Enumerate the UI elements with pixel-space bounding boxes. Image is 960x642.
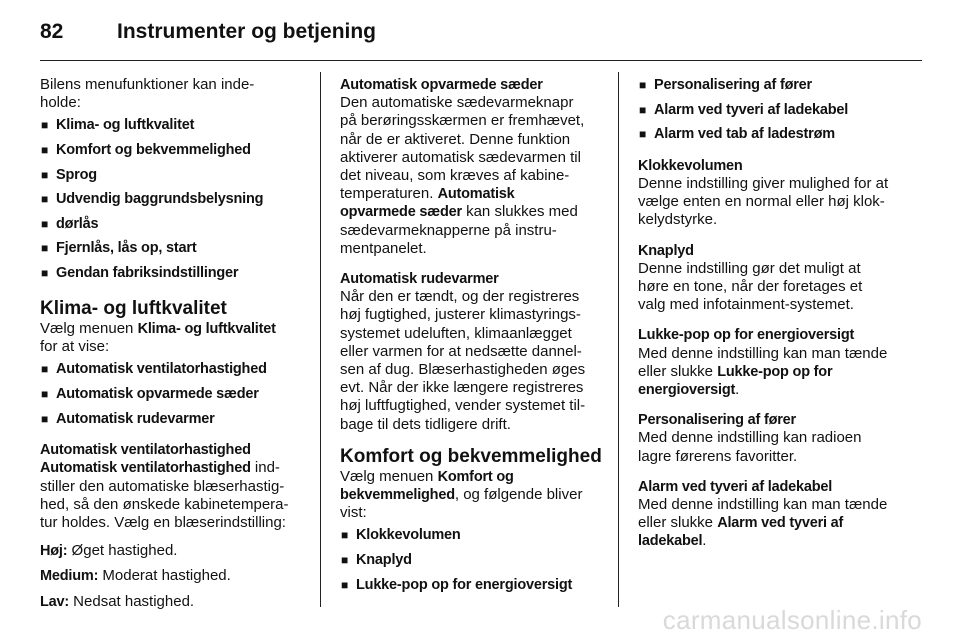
window-heading: Automatisk rudevarmer — [340, 271, 499, 288]
list-item: ■ Fjernlås, lås op, start — [40, 239, 308, 257]
seats-line: mentpanelet. — [340, 239, 427, 257]
fan-rest: ind- — [250, 459, 280, 477]
seats-line: aktiverer automatisk sædevarmen til — [340, 148, 581, 166]
seats-line-7-rest: kan slukkes med — [461, 203, 578, 221]
seats-line-6-bold: Automatisk — [437, 186, 515, 203]
fan-line-2: stiller den automatiske blæserhastig- — [40, 477, 285, 495]
list-item: ■ Gendan fabriksindstillinger — [40, 264, 308, 282]
fan-line-1 — [40, 459, 308, 477]
window-line: Når den er tændt, og der registreres — [340, 288, 580, 306]
section-heading-climate: Klima- og luftkvalitet — [40, 297, 227, 319]
click-heading: Knaplyd — [638, 242, 694, 259]
window-line: eller varmen for at nedsætte dannel- — [340, 342, 582, 360]
list-item: ■ Klima- og luftkvalitet — [40, 116, 308, 134]
popup-line-2-bold: Lukke-pop op for — [717, 363, 833, 380]
column-1 — [40, 76, 308, 611]
driver-heading: Personalisering af fører — [638, 412, 796, 429]
click-line: valg med infotainment-systemet. — [638, 296, 854, 314]
list-item: ■ Automatisk ventilatorhastighed — [40, 360, 308, 378]
click-line: Denne indstilling gør det muligt at — [638, 259, 861, 277]
seats-line: det niveau, som kræves af kabine- — [340, 167, 570, 185]
list-item: ■ Personalisering af fører — [638, 76, 902, 94]
popup-line-3-end: . — [735, 381, 740, 399]
climate-intro-bold: Klima- og luftkvalitet — [137, 320, 276, 337]
cable-line-1: Med denne indstilling kan man tænde — [638, 496, 888, 514]
fan-line-4: tur holdes. Vælg en blæserindstilling: — [40, 513, 286, 531]
list-item: ■ Knaplyd — [340, 551, 606, 569]
intro-line-2: holde: — [40, 94, 81, 112]
cable-line-3-end: . — [702, 532, 707, 550]
list-item: ■ Klokkevolumen — [340, 526, 606, 544]
climate-intro-prefix: Vælg menuen — [40, 319, 138, 337]
level-low — [40, 593, 308, 611]
list-item: ■ Automatisk rudevarmer — [40, 410, 308, 428]
list-item: ■ Alarm ved tab af ladestrøm — [638, 125, 902, 143]
comfort-intro-rest: , og følgende bliver — [454, 486, 583, 504]
comfort-intro-bold-2: bekvemmelighed — [340, 487, 455, 504]
popup-line-3-bold: energioversigt — [638, 382, 736, 399]
comfort-intro-prefix: Vælg menuen — [340, 467, 438, 485]
list-item: ■ Alarm ved tyveri af ladekabel — [638, 101, 902, 119]
section-heading-comfort: Komfort og bekvemmelighed — [340, 445, 602, 467]
popup-line-3 — [638, 381, 902, 399]
list-item: ■ Lukke-pop op for energioversigt — [340, 576, 606, 594]
list-item: ■ Komfort og bekvemmelighed — [40, 141, 308, 159]
intro-line-1: Bilens menufunktioner kan inde- — [40, 76, 255, 93]
comfort-list — [340, 526, 606, 593]
level-label: Høj: — [40, 543, 68, 560]
seats-line-6-prefix: temperaturen. — [340, 185, 438, 203]
list-item: ■ Udvendig baggrundsbelysning — [40, 190, 308, 208]
click-line: høre en tone, når der foretages et — [638, 278, 863, 295]
seats-line: Den automatiske sædevarmeknapr — [340, 94, 574, 112]
cable-line-2-prefix: eller slukke — [638, 514, 718, 532]
cable-line-2-bold: Alarm ved tyveri af — [717, 515, 844, 532]
level-text: Nedsat hastighed. — [69, 592, 195, 610]
header-rule — [40, 60, 922, 61]
column-2 — [340, 76, 606, 600]
window-line: bage til dets tidligere drift. — [340, 415, 511, 433]
list-item: ■ dørlås — [40, 215, 308, 233]
comfort-intro-2 — [340, 486, 606, 504]
driver-line: Med denne indstilling kan radioen — [638, 429, 862, 447]
comfort-intro-bold-1: Komfort og — [437, 468, 514, 485]
level-label: Medium: — [40, 568, 99, 585]
seats-heading: Automatisk opvarmede sæder — [340, 77, 543, 93]
cable-line-3-bold: ladekabel — [638, 533, 703, 550]
fan-heading: Automatisk ventilatorhastighed — [40, 442, 251, 459]
column-divider-1 — [320, 72, 321, 607]
seats-line: når de er aktiveret. Denne funktion — [340, 130, 571, 148]
watermark: carmanualsonline.info — [662, 605, 922, 635]
window-line: evt. Når der ikke længere registreres — [340, 379, 584, 397]
column-divider-2 — [618, 72, 619, 607]
level-medium — [40, 567, 308, 585]
column-3 — [638, 76, 902, 551]
comfort-intro-3: vist: — [340, 504, 367, 522]
seats-line-7-bold: opvarmede sæder — [340, 204, 462, 221]
level-label: Lav: — [40, 593, 70, 610]
comfort-intro — [340, 468, 606, 486]
seats-line — [340, 203, 606, 221]
fan-line-3: hed, så den ønskede kabinetempera- — [40, 495, 289, 513]
seats-line: sædevarmeknapperne på instru- — [340, 221, 557, 239]
cable-line-2 — [638, 514, 902, 532]
popup-heading: Lukke-pop op for energioversigt — [638, 327, 855, 344]
page-number: 82 — [40, 20, 64, 43]
seats-line — [340, 185, 606, 203]
fan-bold: Automatisk ventilatorhastighed — [40, 460, 251, 477]
cable-line-3 — [638, 532, 902, 550]
seats-line: på berøringsskærmen er fremhævet, — [340, 112, 585, 130]
popup-line-2-prefix: eller slukke — [638, 362, 718, 380]
chime-heading: Klokkevolumen — [638, 157, 743, 174]
climate-list — [40, 360, 308, 427]
chime-line: kelydstyrke. — [638, 211, 718, 229]
list-item: ■ Automatisk opvarmede sæder — [40, 385, 308, 403]
chime-line: Denne indstilling giver mulighed for at — [638, 174, 889, 192]
cable-heading: Alarm ved tyveri af ladekabel — [638, 478, 833, 495]
menu-function-list — [40, 116, 308, 282]
popup-line-2 — [638, 363, 902, 381]
level-high — [40, 542, 308, 560]
window-line: sen af dug. Blæserhastigheden øges — [340, 361, 586, 379]
chime-line: vælge enten en normal eller høj klok- — [638, 193, 885, 211]
list-item: ■ Sprog — [40, 166, 308, 184]
level-text: Moderat hastighed. — [98, 567, 231, 585]
window-line: høj luftfugtighed, vender systemet til- — [340, 397, 586, 415]
comfort-list-continued — [638, 76, 902, 143]
window-line: systemet udeluften, klimaanlægget — [340, 324, 572, 342]
page-title: Instrumenter og betjening — [117, 20, 377, 43]
popup-line-1: Med denne indstilling kan man tænde — [638, 344, 888, 362]
climate-intro-suffix: for at vise: — [40, 338, 110, 356]
climate-intro — [40, 320, 308, 338]
level-text: Øget hastighed. — [67, 542, 178, 560]
window-line: høj fugtighed, justerer klimastyrings- — [340, 306, 581, 324]
driver-line: lagre førerens favoritter. — [638, 447, 798, 465]
